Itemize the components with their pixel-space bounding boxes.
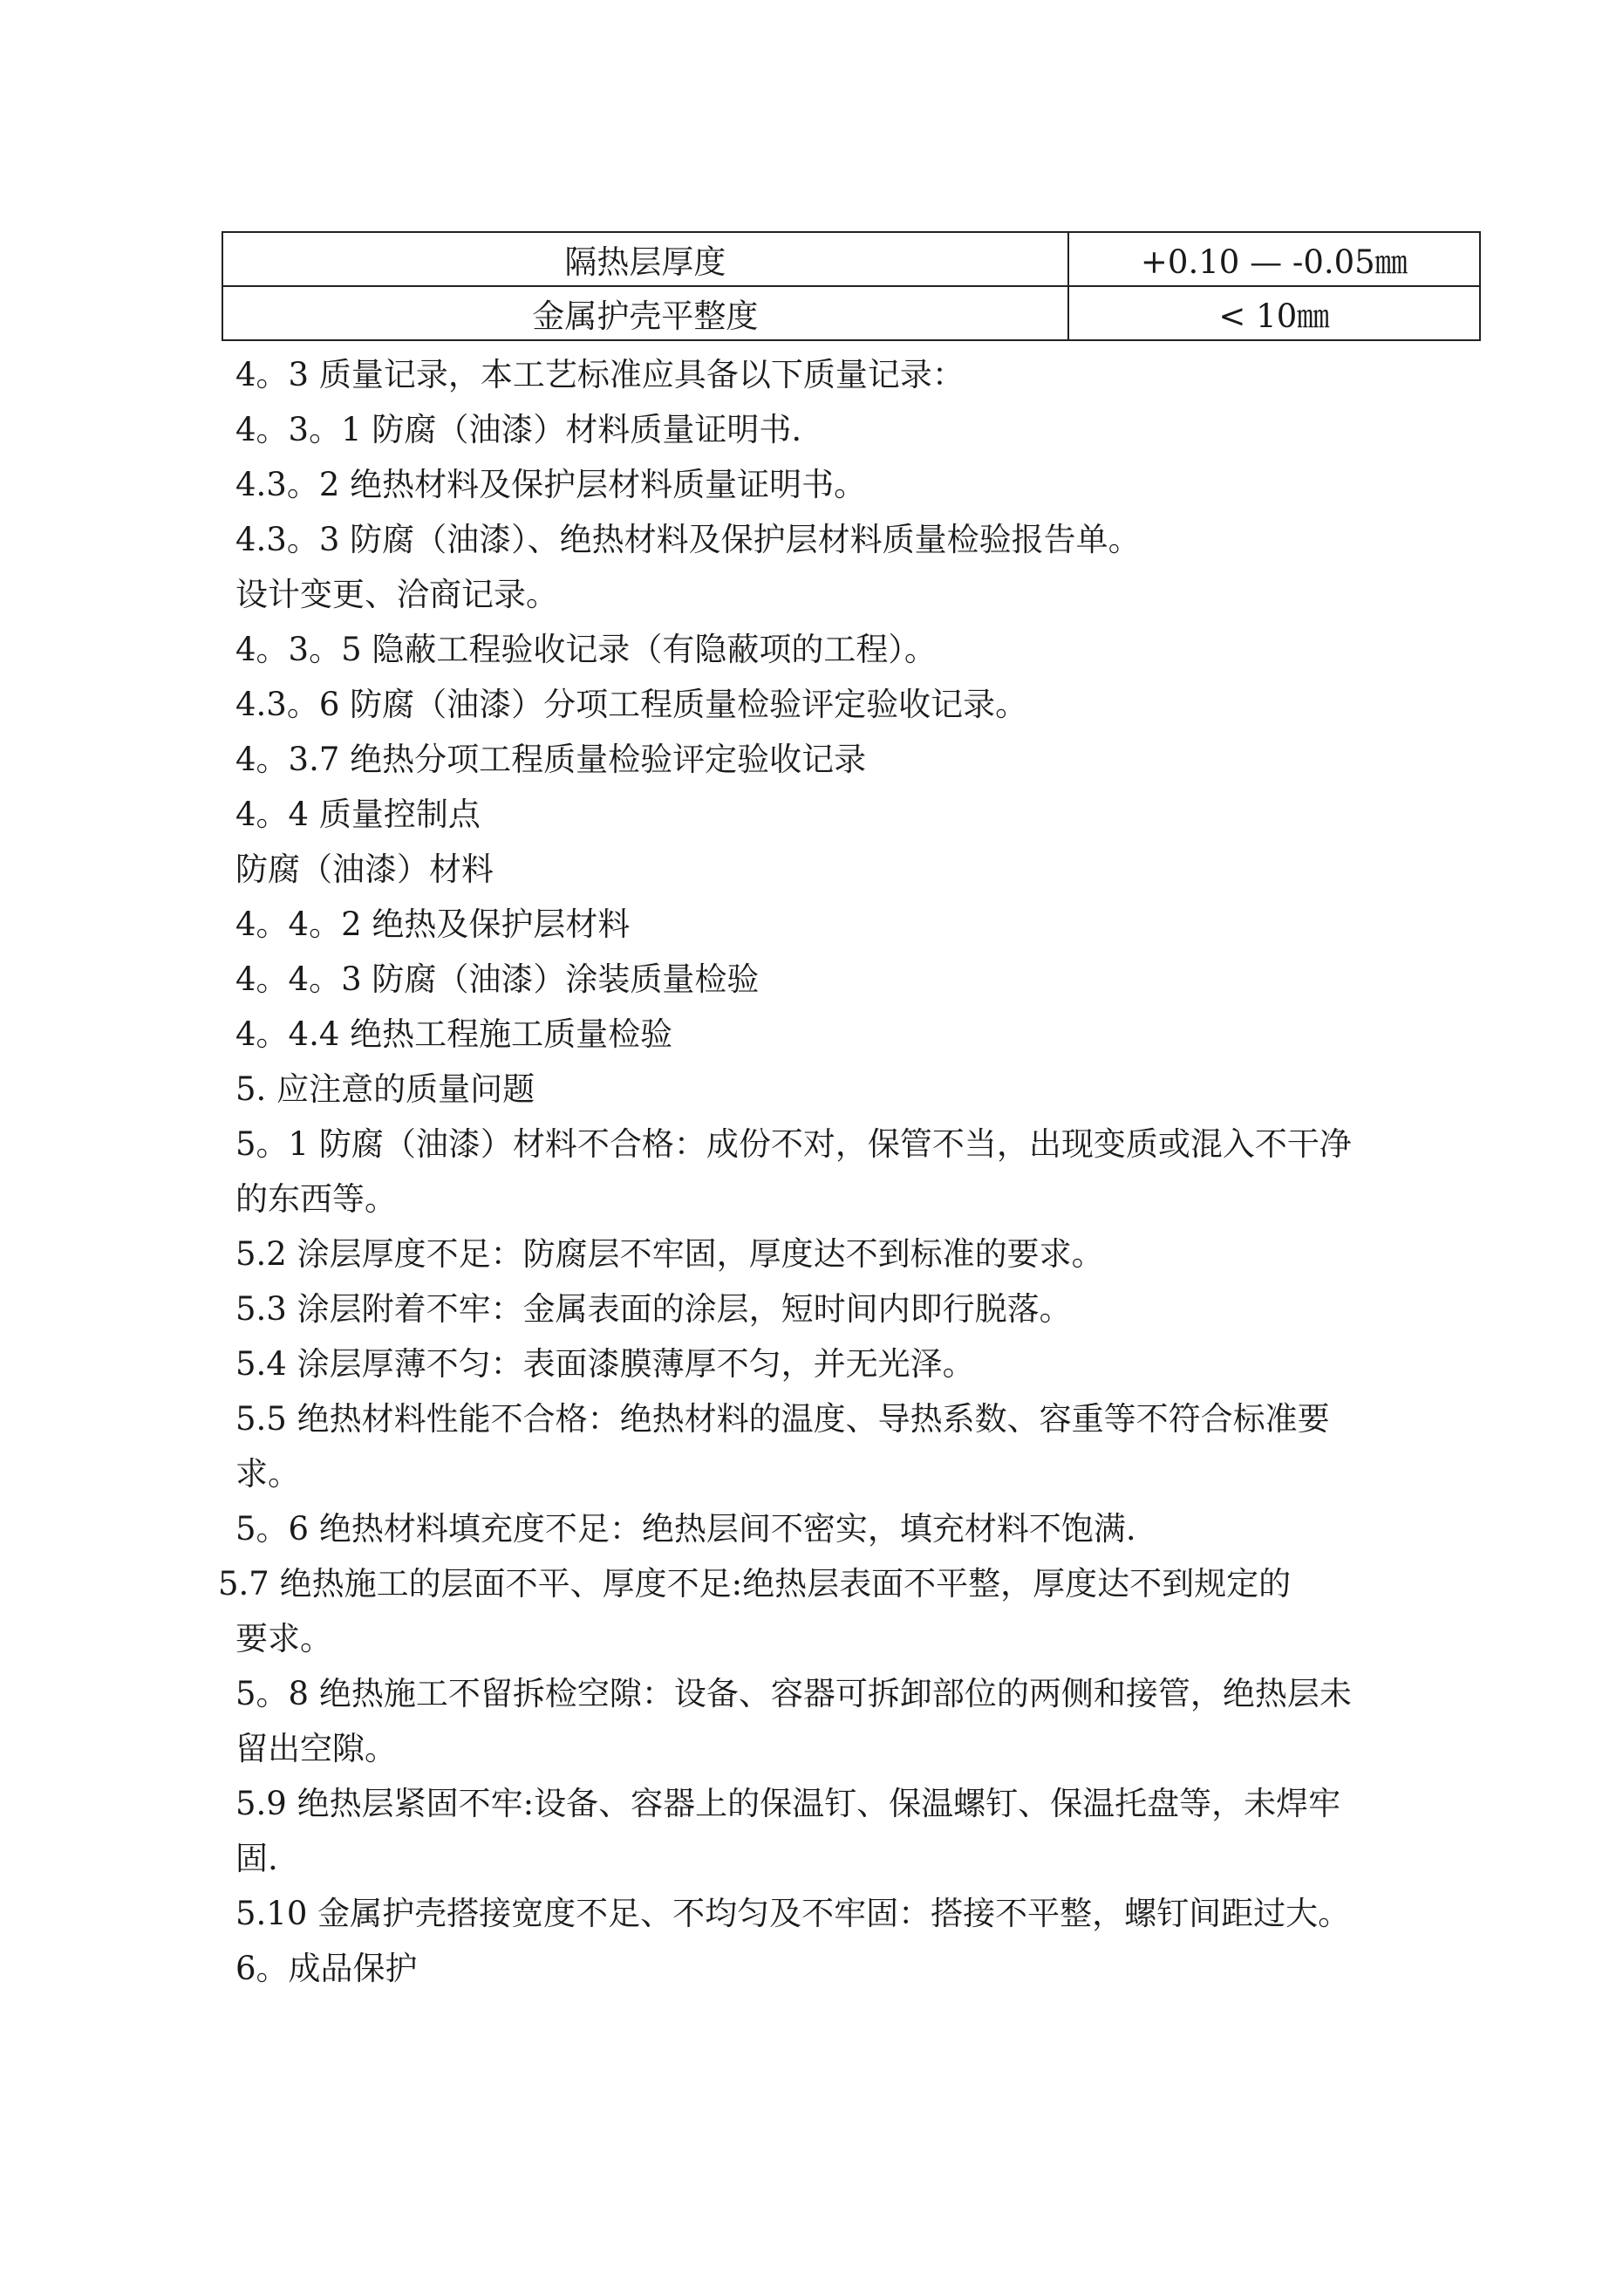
paragraph: 5.10 金属护壳搭接宽度不足、不均匀及不牢固：搭接不平整，螺钉间距过大。 bbox=[235, 1895, 1351, 1932]
paragraph: 4。3.7 绝热分项工程质量检验评定验收记录 bbox=[235, 741, 867, 778]
section-heading: 6。成品保护 bbox=[235, 1950, 418, 1987]
table-row bbox=[222, 286, 1480, 340]
paragraph: 4。3 质量记录，本工艺标准应具备以下质量记录： bbox=[235, 356, 965, 393]
paragraph: 4。4.4 绝热工程施工质量检验 bbox=[235, 1015, 673, 1053]
tolerance-table bbox=[222, 231, 1481, 341]
section-heading: 4。4 质量控制点 bbox=[235, 796, 481, 833]
table-cell-item: 金属护壳平整度 bbox=[222, 286, 1068, 340]
paragraph-line: 要求。 bbox=[235, 1620, 332, 1657]
body-text bbox=[218, 347, 1491, 1996]
paragraph-line: 的东西等。 bbox=[235, 1180, 397, 1218]
paragraph: 4.3。2 绝热材料及保护层材料质量证明书。 bbox=[235, 466, 867, 503]
paragraph: 4.3。6 防腐（油漆）分项工程质量检验评定验收记录。 bbox=[235, 686, 1028, 723]
paragraph-line: 固. bbox=[235, 1840, 278, 1877]
paragraph: 5.4 涂层厚薄不匀：表面漆膜薄厚不匀，并无光泽。 bbox=[235, 1345, 975, 1383]
paragraph-line: 5.7 绝热施工的层面不平、厚度不足:绝热层表面不平整，厚度达不到规定的 bbox=[218, 1565, 1292, 1602]
paragraph bbox=[235, 1391, 1491, 1501]
paragraph bbox=[235, 1117, 1491, 1227]
paragraph: 5。6 绝热材料填充度不足：绝热层间不密实，填充材料不饱满. bbox=[235, 1510, 1136, 1548]
paragraph-line: 5.9 绝热层紧固不牢:设备、容器上的保温钉、保温螺钉、保温托盘等，未焊牢 bbox=[235, 1785, 1341, 1822]
section-heading: 5. 应注意的质量问题 bbox=[235, 1070, 535, 1108]
paragraph: 5.3 涂层附着不牢：金属表面的涂层，短时间内即行脱落。 bbox=[235, 1290, 1072, 1328]
paragraph-line: 5.5 绝热材料性能不合格：绝热材料的温度、导热系数、容重等不符合标准要 bbox=[235, 1400, 1330, 1438]
paragraph: 设计变更、洽商记录。 bbox=[235, 576, 558, 613]
paragraph bbox=[235, 1666, 1491, 1776]
paragraph: 4。3。5 隐蔽工程验收记录（有隐蔽项的工程）。 bbox=[235, 631, 937, 668]
paragraph: 4。3。1 防腐（油漆）材料质量证明书. bbox=[235, 411, 802, 448]
paragraph bbox=[218, 1556, 1491, 1666]
paragraph: 4。4。2 绝热及保护层材料 bbox=[235, 905, 631, 943]
table-cell-value: < 10㎜ bbox=[1068, 286, 1480, 340]
paragraph-line: 5。8 绝热施工不留拆检空隙：设备、容器可拆卸部位的两侧和接管，绝热层未 bbox=[235, 1675, 1352, 1712]
table-row bbox=[222, 232, 1480, 286]
paragraph: 4.3。3 防腐（油漆）、绝热材料及保护层材料质量检验报告单。 bbox=[235, 521, 1141, 558]
table-cell-value: +0.10 — -0.05㎜ bbox=[1068, 232, 1480, 286]
paragraph-line: 留出空隙。 bbox=[235, 1730, 397, 1767]
paragraph: 4。4。3 防腐（油漆）涂装质量检验 bbox=[235, 960, 760, 998]
table-cell-item: 隔热层厚度 bbox=[222, 232, 1068, 286]
paragraph: 5.2 涂层厚度不足：防腐层不牢固，厚度达不到标准的要求。 bbox=[235, 1235, 1104, 1273]
paragraph bbox=[235, 1776, 1491, 1886]
paragraph: 防腐（油漆）材料 bbox=[235, 851, 494, 888]
paragraph-line: 求。 bbox=[235, 1455, 300, 1493]
paragraph-line: 5。1 防腐（油漆）材料不合格：成份不对，保管不当，出现变质或混入不干净 bbox=[235, 1125, 1352, 1163]
